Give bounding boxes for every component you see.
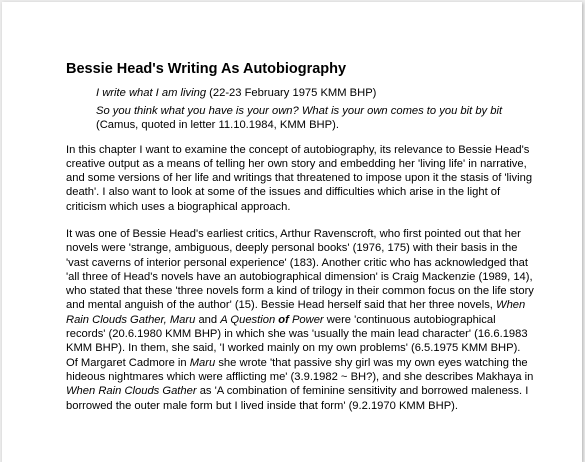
paragraph-2 [66,227,534,413]
epigraph-source-1: (22-23 February 1975 KMM BHP) [206,87,377,99]
book-title-rain-clouds-maru: When Rain Clouds Gather, Maru [66,299,526,326]
paragraph-2-text-2: and [195,313,221,326]
paragraph-2-text-4: she wrote 'that passive shy girl was my own eyes watching the hideous nightmares which were afflicting me' (3.9.1982 ~ BH?), and she describes Makhaya in [66,356,534,383]
document-content [66,60,534,413]
epigraph [96,86,534,133]
epigraph-line-2 [96,104,534,133]
epigraph-quote-1: I write what I am living [96,87,207,99]
book-title-rain-clouds: When Rain Clouds Gather [66,385,197,398]
document-page [2,2,582,462]
epigraph-line-1 [96,86,534,101]
epigraph-quote-2: So you think what you have is your own? What is your own comes to you bit by bit [96,104,503,117]
book-title-maru: Maru [189,356,216,369]
paragraph-2-text-5: as 'A combination of feminine sensitivity and borrowed maleness. I borrowed the outer male form but I lived inside that form' (9.2.1970 KMM BHP). [66,385,529,412]
paragraph-2-text-3: were 'continuous autobiographical records' (20.6.1980 KMM BHP) in which she was 'usually the main lead character' (16.6.1983 KMM BHP). In them, she said, 'I worked mainly on my own problems' (6.5.1975 KMM BHP). Of Margaret Cadmore in [66,313,528,369]
book-title-question-a: A Question [220,313,279,326]
page-title: Bessie Head's Writing As Autobiography [66,61,347,77]
book-title-question-of: of [278,313,289,326]
epigraph-source-2: (Camus, quoted in letter 11.10.1984, KMM BHP). [96,119,339,131]
paragraph-1: In this chapter I want to examine the concept of autobiography, its relevance to Bessie Head's creative output as a means of telling her own story and embedding her 'living life' in narrative, and some versions of her life and writings that threatened to impose upon it the stasis of 'living death'. I also want to look at some of the issues and difficulties which arise in the light of criticism which uses a biographical approach. [66,143,533,213]
paragraph-2-text-1: It was one of Bessie Head's earliest critics, Arthur Ravenscroft, who first pointed out that her novels were 'strange, ambiguous, deeply personal books' (1976, 175) with their basis in the 'vast caverns of interior personal experience' (183). Another critic who has acknowledged that 'all three of Head's novels have an autobiographical dimension' is Craig Mackenzie (1989, 14), who stated that these 'three novels form a kind of trilogy in their common focus on the life story and mental anguish of the author' (15). Bessie Head herself said that her three novels, [66,227,534,312]
book-title-question-power: Power [288,313,324,326]
